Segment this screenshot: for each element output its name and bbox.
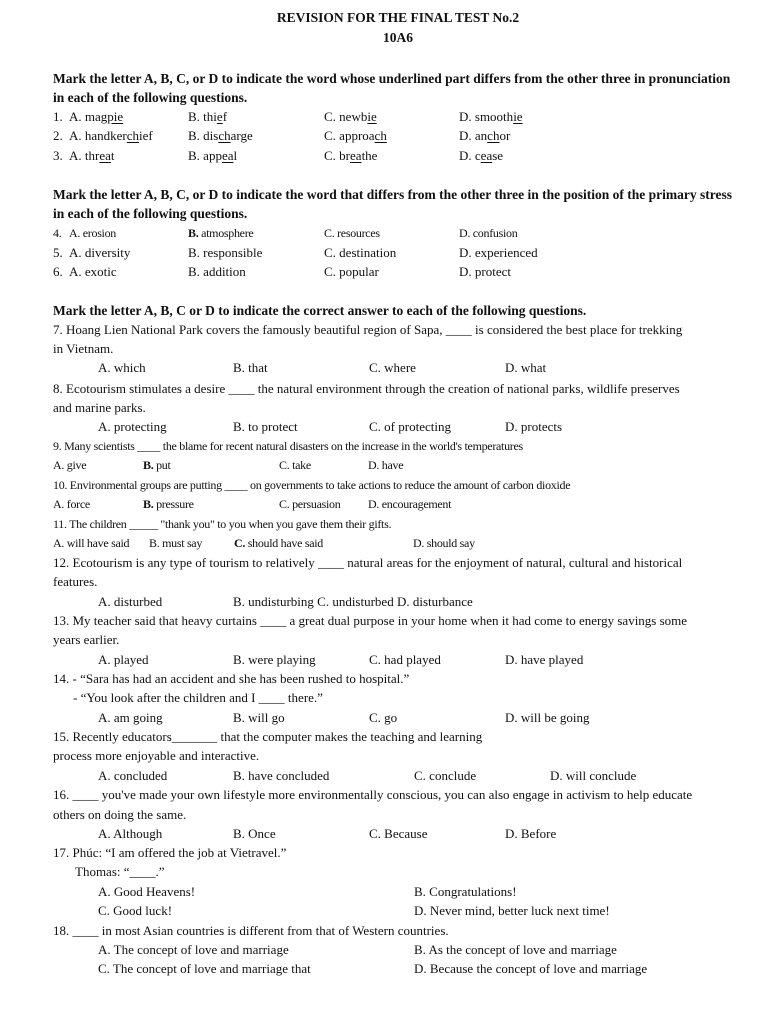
question-stem: 9. Many scientists ____ the blame for recent natural disasters on the increase in the world's temperatures [53, 439, 523, 453]
question-stem: 16. ____ you've made your own lifestyle more environmentally conscious, you can also engage in activism to help educate [53, 787, 693, 802]
option-b: B. Once [233, 826, 276, 841]
option-d: D. Before [505, 826, 557, 841]
option-c: C. of protecting [369, 419, 451, 434]
option-b: B. addition [188, 264, 246, 279]
option-b: B. will go [233, 710, 285, 725]
option-c: C. breathe [324, 148, 378, 163]
option-d: D. protects [505, 419, 563, 434]
option-a: A. will have said [53, 536, 130, 550]
option-c: C. resources [324, 226, 380, 240]
question-stem: 13. My teacher said that heavy curtains ____ a great dual purpose in your home when it had come to energy savings some [53, 613, 688, 628]
option-c: C. The concept of love and marriage that [98, 961, 311, 976]
option-d: D. experienced [459, 245, 538, 260]
option-b: B. responsible [188, 245, 263, 260]
option-a: A. force [53, 497, 90, 511]
option-bcd: B. undisturbing C. undisturbed D. disturbance [233, 594, 473, 609]
option-b: B. pressure [143, 497, 194, 511]
option-b: B. appeal [188, 148, 238, 163]
option-d: D. encouragement [368, 497, 452, 511]
option-c: C. take [279, 458, 311, 472]
option-b: B. thief [188, 109, 228, 124]
option-d: D. should say [413, 536, 475, 550]
option-a: A. threat [69, 148, 115, 163]
option-a: A. handkerchief [69, 128, 153, 143]
question-stem: 14. - “Sara has had an accident and she has been rushed to hospital.” [53, 671, 410, 686]
option-a: A. which [98, 360, 146, 375]
option-d: D. will be going [505, 710, 590, 725]
question-stem-cont: features. [53, 574, 98, 589]
option-b: B. As the concept of love and marriage [414, 942, 617, 957]
option-c: C. Because [369, 826, 428, 841]
question-stem-cont: and marine parks. [53, 400, 146, 415]
option-b: B. Congratulations! [414, 884, 517, 899]
question-number: 2. [53, 128, 63, 143]
option-a: A. Good Heavens! [98, 884, 196, 899]
option-c: C. go [369, 710, 398, 725]
question-number: 3. [53, 148, 63, 163]
question-number: 1. [53, 109, 63, 124]
question-number: 4. [53, 226, 62, 240]
option-a: A. concluded [98, 768, 168, 783]
option-b: B. put [143, 458, 171, 472]
question-stem: 7. Hoang Lien National Park covers the famously beautiful region of Sapa, ____ is considered the best place for trekking [53, 322, 683, 337]
question-stem: 18. ____ in most Asian countries is different from that of Western countries. [53, 923, 449, 938]
question-stem: 17. Phúc: “I am offered the job at Vietravel.” [53, 845, 287, 860]
option-c: C. should have said [234, 536, 323, 550]
question-stem: 8. Ecotourism stimulates a desire ____ the natural environment through the creation of national parks, wildlife preserves [53, 381, 680, 396]
section3-instruction: Mark the letter A, B, C or D to indicate the correct answer to each of the following questions. [53, 303, 587, 318]
option-d: D. have played [505, 652, 584, 667]
question-stem: 15. Recently educators_______ that the computer makes the teaching and learning [53, 729, 483, 744]
option-c: C. conclude [414, 768, 477, 783]
option-a: A. magpie [69, 109, 124, 124]
question-stem-cont: others on doing the same. [53, 807, 187, 822]
question-stem: 12. Ecotourism is any type of tourism to relatively ____ natural areas for the enjoyment of natural, cultural and historical [53, 555, 683, 570]
option-d: D. Because the concept of love and marriage [414, 961, 648, 976]
option-c: C. approach [324, 128, 387, 143]
option-d: D. cease [459, 148, 504, 163]
option-b: B. have concluded [233, 768, 330, 783]
option-d: D. what [505, 360, 547, 375]
question-number: 5. [53, 245, 63, 260]
option-b: B. to protect [233, 419, 298, 434]
option-b: B. discharge [188, 128, 253, 143]
option-b: B. were playing [233, 652, 316, 667]
option-d: D. confusion [459, 226, 518, 240]
question-stem-cont: - “You look after the children and I ____ there.” [73, 690, 323, 705]
section1-instruction: Mark the letter A, B, C, or D to indicate the word whose underlined part differs from the other three in pronunciation in each of the following questions. [53, 71, 731, 105]
option-b: B. atmosphere [188, 226, 254, 240]
option-a: A. Although [98, 826, 163, 841]
section2-instruction: Mark the letter A, B, C, or D to indicate the word that differs from the other three in the position of the primary stress in each of the following questions. [53, 187, 733, 221]
option-d: D. Never mind, better luck next time! [414, 903, 610, 918]
option-a: A. give [53, 458, 87, 472]
option-a: A. diversity [69, 245, 131, 260]
option-a: A. disturbed [98, 594, 163, 609]
page-title: REVISION FOR THE FINAL TEST No.2 [276, 10, 520, 25]
option-c: C. popular [324, 264, 379, 279]
question-stem-cont: years earlier. [53, 632, 120, 647]
option-d: D. protect [459, 264, 511, 279]
question-number: 6. [53, 264, 63, 279]
option-c: C. persuasion [279, 497, 341, 511]
option-a: A. The concept of love and marriage [98, 942, 289, 957]
question-stem-cont: Thomas: “____.” [75, 864, 165, 879]
option-c: C. destination [324, 245, 397, 260]
option-d: D. smoothie [459, 109, 523, 124]
option-b: B. must say [149, 536, 203, 550]
option-a: A. am going [98, 710, 163, 725]
option-a: A. protecting [98, 419, 167, 434]
option-c: C. had played [369, 652, 441, 667]
option-d: D. have [368, 458, 404, 472]
option-d: D. will conclude [550, 768, 637, 783]
option-d: D. anchor [459, 128, 511, 143]
option-a: A. exotic [69, 264, 117, 279]
option-c: C. Good luck! [98, 903, 173, 918]
option-b: B. that [233, 360, 268, 375]
option-a: A. played [98, 652, 149, 667]
option-c: C. newbie [324, 109, 377, 124]
question-stem: 10. Environmental groups are putting ____ on governments to take actions to reduce the amount of carbon dioxide [53, 478, 571, 492]
option-a: A. erosion [69, 226, 116, 240]
option-c: C. where [369, 360, 416, 375]
class-label: 10A6 [383, 30, 413, 45]
question-stem: 11. The children _____ "thank you" to you when you gave them their gifts. [53, 517, 392, 531]
question-stem-cont: in Vietnam. [53, 341, 114, 356]
question-stem-cont: process more enjoyable and interactive. [53, 748, 260, 763]
